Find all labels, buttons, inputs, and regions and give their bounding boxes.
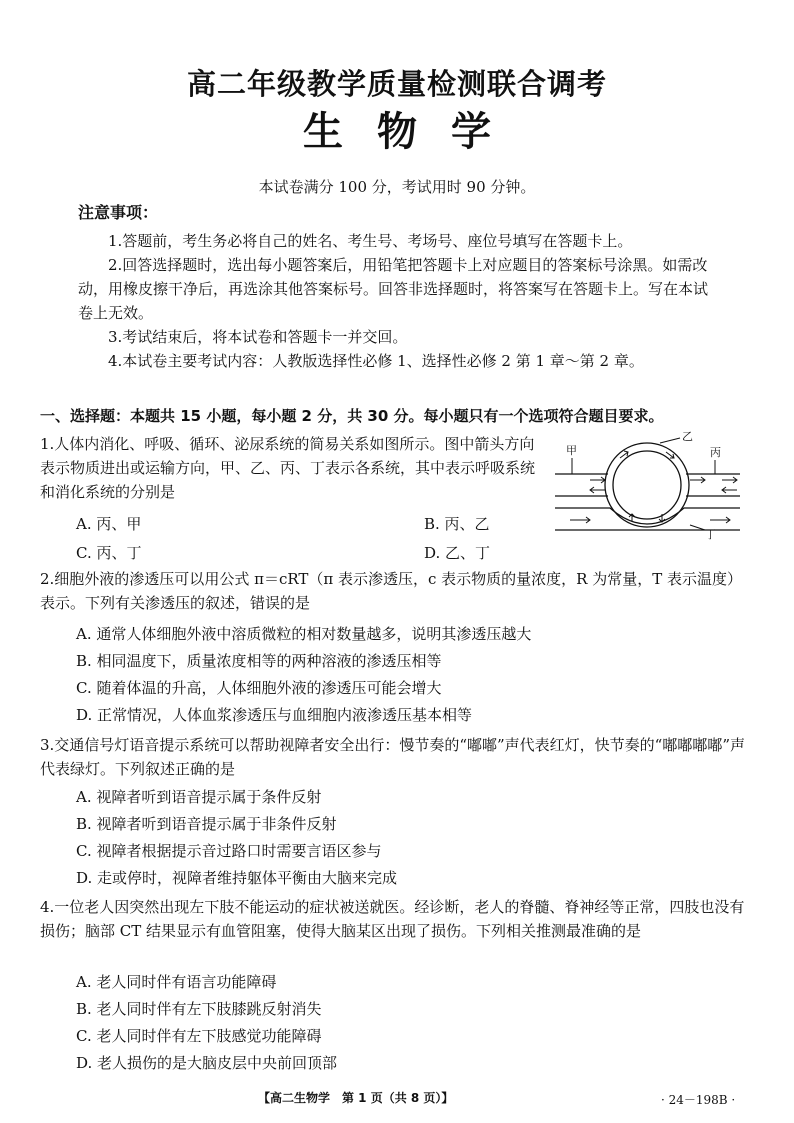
- notice-item-3: 3.考试结束后，将本试卷和答题卡一并交回。: [108, 328, 408, 346]
- notice-item-2: 2.回答选择题时，选出每小题答案后，用铅笔把答题卡上对应题目的答案标号涂黑。如需改动，用橡皮擦干净后，再选涂其他答案标号。回答非选择题时，将答案写在答题卡上。写在本试卷上无效。: [78, 256, 709, 322]
- right-system-tube: [686, 460, 740, 496]
- notice-item: [78, 229, 718, 373]
- exam-info: 本试卷满分 100 分，考试用时 90 分钟。: [258, 178, 536, 196]
- question-2-option-a: A. 通常人体细胞外液中溶质微粒的相对数量越多，说明其渗透压越大: [76, 625, 532, 643]
- question-2-option-c: C. 随着体温的升高，人体细胞外液的渗透压可能会增大: [76, 679, 442, 697]
- question-4-option-b: B. 老人同时伴有左下肢膝跳反射消失: [76, 1000, 322, 1018]
- question-3-option-b: B. 视障者听到语音提示属于非条件反射: [76, 815, 337, 833]
- question-3-option-c: C. 视障者根据提示音过路口时需要言语区参与: [76, 842, 382, 860]
- question-2-stem: 2.细胞外液的渗透压可以用公式 π＝cRT（π 表示渗透压，c 表示物质的量浓度，R 为常量，T 表示温度）表示。下列有关渗透压的叙述，错误的是: [40, 570, 743, 612]
- figure-label-bing: 丙: [710, 446, 721, 459]
- question-2-option-d: D. 正常情况，人体血浆渗透压与血细胞内液渗透压基本相等: [76, 706, 473, 724]
- figure-label-yi: 乙: [682, 430, 693, 443]
- question-4-option-a: A. 老人同时伴有语言功能障碍: [76, 973, 277, 991]
- page-footer: 【高二生物学 第 1 页（共 8 页）】: [258, 1091, 454, 1105]
- question-1-figure: [550, 430, 745, 540]
- section-title: 一、选择题：本题共 15 小题，每小题 2 分，共 30 分。每小题只有一个选项符合题目要求。: [40, 407, 664, 425]
- notice-heading: 注意事项：: [78, 203, 159, 222]
- question-1-option-a: A. 丙、甲: [76, 515, 142, 533]
- figure-label-ding: 丁: [705, 528, 716, 540]
- question-4-stem: 4.一位老人因突然出现左下肢不能运动的症状被送就医。经诊断，老人的脊髓、脊神经等正常，四肢也没有损伤；脑部 CT 结果显示有血管阻塞，使得大脑某区出现了损伤。下列相关推测最准确的是: [40, 898, 745, 940]
- left-system-tube: [555, 458, 608, 496]
- question-4-option-d: D. 老人损伤的是大脑皮层中央前回顶部: [76, 1054, 338, 1072]
- question-4-option-c: C. 老人同时伴有左下肢感觉功能障碍: [76, 1027, 322, 1045]
- notice-item-4: 4.本试卷主要考试内容：人教版选择性必修 1、选择性必修 2 第 1 章～第 2 章。: [108, 352, 644, 370]
- notice-item-1: 1.答题前，考生务必将自己的姓名、考生号、考场号、座位号填写在答题卡上。: [108, 232, 633, 250]
- exam-title: 高二年级教学质量检测联合调考: [186, 67, 607, 101]
- ring-arrows: [620, 438, 680, 458]
- question-1-option-d: D. 乙、丁: [424, 544, 491, 562]
- question-3-option-d: D. 走或停时，视障者维持躯体平衡由大脑来完成: [76, 869, 398, 887]
- exam-code: · 24－198B ·: [661, 1093, 736, 1107]
- question-1-stem: 1.人体内消化、呼吸、循环、泌尿系统的简易关系如图所示。图中箭头方向表示物质进出或运输方向，甲、乙、丙、丁表示各系统，其中表示呼吸系统和消化系统的分别是: [40, 435, 536, 501]
- subject-title: 生物学: [303, 109, 525, 155]
- question-2-option-b: B. 相同温度下，质量浓度相等的两种溶液的渗透压相等: [76, 652, 442, 670]
- question-1-option-c: C. 丙、丁: [76, 544, 142, 562]
- figure-label-jia: 甲: [566, 444, 577, 457]
- question-3-option-a: A. 视障者听到语音提示属于条件反射: [76, 788, 322, 806]
- question-1-option-b: B. 丙、乙: [424, 515, 490, 533]
- question-3-stem: 3.交通信号灯语音提示系统可以帮助视障者安全出行：慢节奏的“嘟嘟”声代表红灯，快节奏的“嘟嘟嘟嘟”声代表绿灯。下列叙述正确的是: [40, 736, 745, 778]
